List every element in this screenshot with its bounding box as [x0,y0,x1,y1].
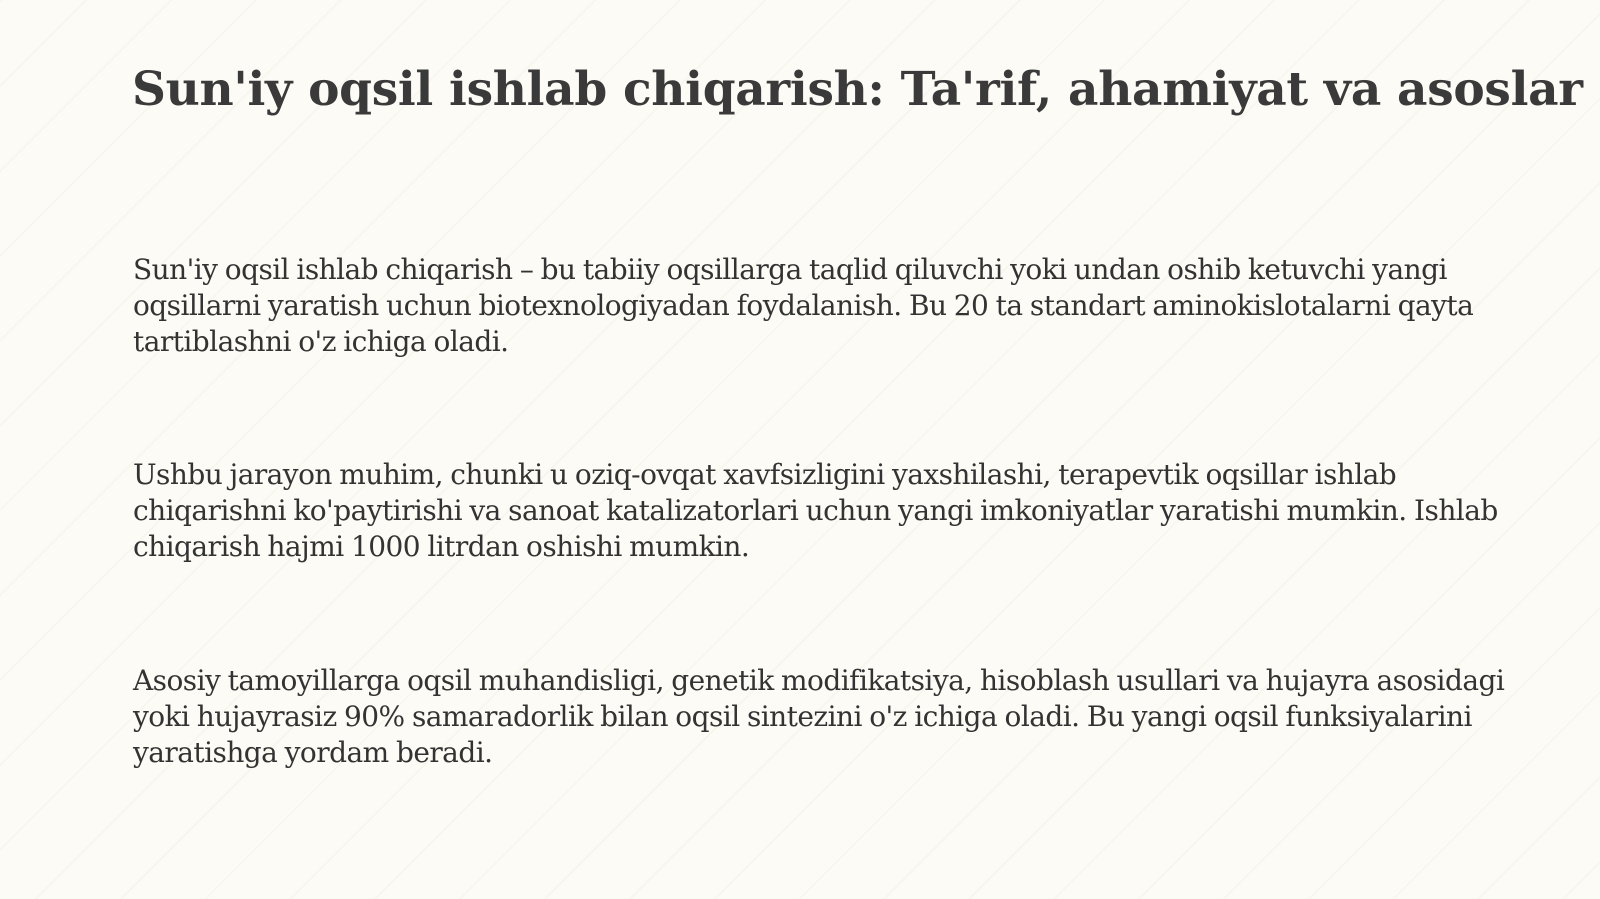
slide-title: Sun'iy oqsil ishlab chiqarish: Ta'rif, ahamiyat va asoslar [132,62,1583,117]
paragraph-principles: Asosiy tamoyillarga oqsil muhandisligi, genetik modifikatsiya, hisoblash usullari va hujayra asosidagi yoki hujayrasiz 90% samaradorlik bilan oqsil sintezini o'z ichiga oladi. Bu yangi oqsil funksiyalarini yaratishga yordam beradi. [133,664,1505,769]
paragraph-importance: Ushbu jarayon muhim, chunki u oziq-ovqat xavfsizligini yaxshilashi, terapevtik oqsillar ishlab chiqarishni ko'paytirishi va sanoat katalizatorlari uchun yangi imkoniyatlar yaratishi mumkin. Ishlab chiqarish hajmi 1000 litrdan oshishi mumkin. [133,458,1498,563]
paragraph-definition: Sun'iy oqsil ishlab chiqarish – bu tabiiy oqsillarga taqlid qiluvchi yoki undan oshib ketuvchi yangi oqsillarni yaratish uchun biotexnologiyadan foydalanish. Bu 20 ta standart aminokislotalarni qayta tartiblashni o'z ichiga oladi. [133,253,1474,358]
